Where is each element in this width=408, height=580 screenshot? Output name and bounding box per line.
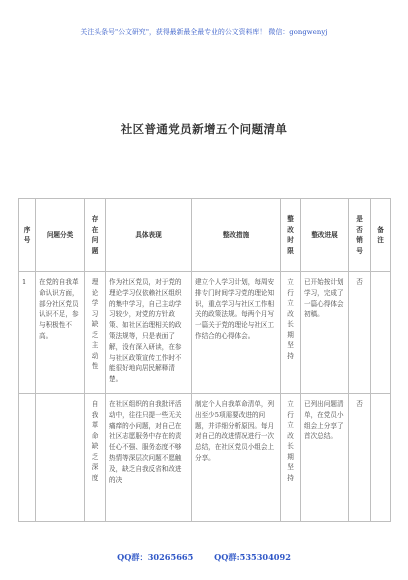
- cell-problem: 理论学习缺乏主动性: [85, 272, 106, 394]
- cell-measure: 制定个人自我革命清单，列出至少5项需要改进的问题，并详细分析原因。每月对自己的改进情况进行一次总结，在社区党员小组会上分享。: [192, 394, 281, 522]
- cell-category: 在党的自我革命认识方面，部分社区党员认识不足，参与积极性不高。: [36, 272, 85, 394]
- issues-table: [18, 198, 391, 522]
- cell-seq: 1: [19, 272, 36, 394]
- footer-qq-group-1: QQ群：30265665: [117, 552, 194, 562]
- table-row: [19, 272, 391, 394]
- cell-note: [371, 394, 391, 522]
- header-problem: 存在问题: [85, 199, 106, 272]
- cell-closed: 否: [349, 272, 371, 394]
- cell-progress: 已列出问题清单，在党员小组会上分享了首次总结。: [301, 394, 349, 522]
- header-deadline: 整改时限: [281, 199, 301, 272]
- cell-deadline: 立行立改长期坚持: [281, 272, 301, 394]
- cell-progress: 已开始按计划学习，完成了一篇心得体会初稿。: [301, 272, 349, 394]
- document-title: 社区普通党员新增五个问题清单: [120, 122, 288, 136]
- footer-qq-group-2: QQ群:535304092: [214, 552, 291, 562]
- header-measure: 整改措施: [192, 199, 281, 272]
- cell-category: [36, 394, 85, 522]
- header-progress: 整改进展: [301, 199, 349, 272]
- top-banner: 关注头条号"公文研究"，获得最新最全最专业的公文资料库！ 微信：gongwenyj: [80, 28, 328, 36]
- table-row: [19, 394, 391, 522]
- cell-measure: 建立个人学习计划，每周安排专门时间学习党的理论知识，重点学习与社区工作相关的政策法规。每两个月写一篇关于党的理论与社区工作结合的心得体会。: [192, 272, 281, 394]
- header-note: 备注: [371, 199, 391, 272]
- header-detail: 具体表现: [106, 199, 192, 272]
- header-category: 问题分类: [36, 199, 85, 272]
- table-header-row: [19, 199, 391, 272]
- cell-closed: 否: [349, 394, 371, 522]
- footer-contacts: [0, 552, 408, 563]
- cell-detail: 在社区组织的自我批评活动中，往往只提一些无关痛痒的小问题，对自己在社区志愿服务中存在的责任心不强、服务态度不够热情等深层次问题不愿触及，缺乏自我反省和改进的决: [106, 394, 192, 522]
- cell-note: [371, 272, 391, 394]
- header-closed: 是否销号: [349, 199, 371, 272]
- cell-detail: 作为社区党员，对于党的理论学习仅依赖社区组织的集中学习，自己主动学习较少，对党的方针政策、如社区治理相关的政策法规等，只是表面了解，没有深入研读，在参与社区政策宣传工作时不能很好地向居民解释清楚。: [106, 272, 192, 394]
- cell-problem: 自我革命缺乏深度: [85, 394, 106, 522]
- cell-seq: [19, 394, 36, 522]
- cell-deadline: 立行立改长期坚持: [281, 394, 301, 522]
- header-seq: 序号: [19, 199, 36, 272]
